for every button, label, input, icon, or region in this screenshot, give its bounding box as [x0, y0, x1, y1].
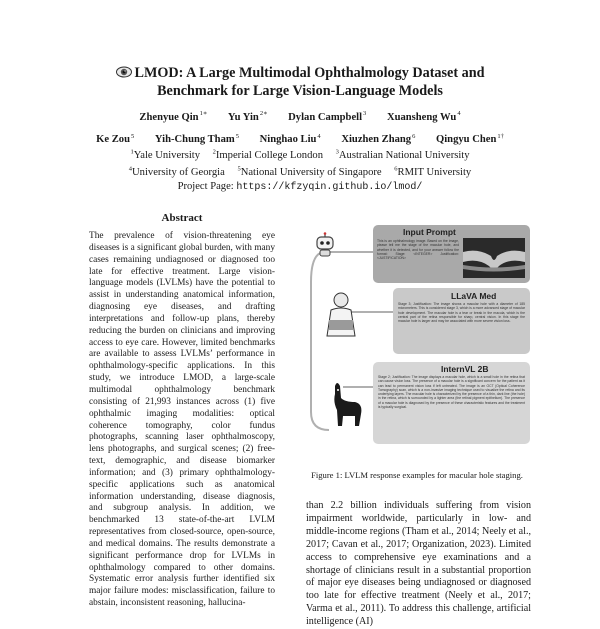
affiliation: $^3$Australian National University	[335, 148, 470, 161]
robot-avatar-icon	[313, 232, 337, 258]
affiliations	[0, 145, 600, 179]
title-line-1	[0, 64, 600, 82]
author: Xiuzhen Zhang$^6$	[341, 132, 416, 146]
internvl-panel	[373, 362, 530, 444]
affiliation: $^4$University of Georgia	[128, 165, 225, 178]
researcher-illustration	[319, 290, 363, 340]
input-prompt-title: Input Prompt	[403, 227, 456, 237]
title-line-1-text: LMOD: A Large Multimodal Ophthalmology Dataset and	[134, 65, 485, 81]
llava-med-panel	[393, 288, 530, 354]
author: Qingyu Chen$^{1\dagger}$	[436, 132, 504, 146]
affiliation: $^6$RMIT University	[394, 165, 472, 178]
project-page-line	[0, 181, 600, 193]
oct-scan-image	[463, 238, 525, 278]
author: Zhenyue Qin$^{1∗}$	[139, 110, 208, 123]
author: Yu Yin$^{2∗}$	[227, 110, 268, 123]
figure-1	[303, 222, 531, 452]
author: Xuansheng Wu$^4$	[386, 110, 461, 123]
input-prompt-panel	[373, 225, 530, 283]
author: Ke Zou$^5$	[96, 132, 135, 146]
internvl-text: Stage 2; Justification: The image displays a macular hole, which is a small hole in the retina that can cause vision loss. The presence of a macular hole is a significant concern for the patient as it can lead to permanent vision loss if left untreated. The image is an OCT (Optical Coherence Tomography) scan, which is a non-invasive imaging technique used to visualize the retina and its underlying layers. The macular hole is characterized by the presence of a thin, dark line (the hole) in the retina, which is surrounded by a lighter area (the retinal pigment epithelium). The presence of a macular hole is diagnosed by the presence of these characteristic features and the treatment is typically surgical.	[378, 375, 525, 410]
title-line-2: Benchmark for Large Vision-Language Models	[157, 83, 443, 99]
author: Dylan Campbell$^3$	[288, 110, 367, 123]
llama-mascot-illustration	[325, 380, 365, 428]
author: Ninghao Liu$^4$	[259, 132, 321, 146]
affiliation-row-2	[0, 162, 600, 179]
paper-title	[0, 64, 600, 100]
project-link[interactable]: https://kfzyqin.github.io/lmod/	[236, 182, 423, 193]
llava-med-text: Stage 3; Justification: The image shows a macular hole with a diameter of 185 micrometers. This is considered stage 3, which is a more advanced stage of macular hole development. The macular hole is a tear or break in the macula, which is the central part of the retina responsible for sharp, central vision. In this stage the macular hole is larger and may be associated with more severe vision loss.	[398, 302, 525, 324]
author-row-1	[0, 104, 600, 127]
affiliation-row-1	[0, 145, 600, 162]
affiliation: $^1$Yale University	[130, 148, 200, 161]
abstract-text: The prevalence of vision-threatening eye diseases is a significant global burden, with many cases remaining undiagnosed or diagnosed too late for effective treatment. Large vision-language models (LVLMs) have the potential to assist in understanding anatomical information, diagnosing eye diseases, and drafting interpretations and follow-up plans, thereby reducing the burden on clinicians and improving access to eye care. However, limited benchmarks are available to assess LVLMs’ performance in ophthalmology-specific applications. In this study, we introduce LMOD, a large-scale multimodal ophthalmology benchmark consisting of 21,993 instances across (1) five ophthalmic imaging modalities: optical coherence tomography, color fundus photographs, scanning laser ophthalmoscopy, lens photographs, and surgical scenes; (2) free-text, demographic, and disease biomarker information; and (3) primary ophthalmology-specific applications such as anatomical information understanding, disease diagnosis, and subgroup analysis. In addition, we benchmarked 13 state-of-the-art LVLM representatives from closed-source, open-source, and medical domains. The results demonstrate a significant performance drop for LVLMs in ophthalmology compared to other domains. Systematic error analysis further identified six major failure modes: misclassification, failure to abstain, inconsistent reasoning, hallucina-	[89, 231, 275, 609]
affiliation: $^2$Imperial College London	[212, 148, 323, 161]
introduction-text: than 2.2 billion individuals suffering from vision impairment worldwide, particularly in low- and middle-income regions (Tham et al., 2014; Neely et al., 2017; Cavan et al., 2017; Organization, 2023). Limited access to comprehensive eye examinations and a shortage of clinicians result in a substantial proportion of major eye diseases being undiagnosed or diagnosed too late for effective treatment (Neely et al., 2017; Varma et al., 2011). To address this challenge, artificial intelligence (AI)	[306, 500, 531, 628]
internvl-title: InternVL 2B	[441, 364, 489, 374]
author: Yih-Chung Tham$^5$	[154, 132, 239, 146]
eye-logo-icon	[116, 65, 132, 79]
author-list	[0, 104, 600, 149]
figure-caption: Figure 1: LVLM response examples for macular hole staging.	[311, 470, 523, 480]
input-prompt-text: This is an ophthalmology image. Based on the image, please tell me the stage of the macular hole, and whether it is detected, and for your answer follow the format: Stage: <INTEGER> Justification: <JUSTIFICATION>	[377, 239, 459, 261]
llava-med-title: LLaVA Med	[451, 291, 497, 301]
project-label: Project Page:	[177, 181, 237, 192]
affiliation: $^5$National University of Singapore	[237, 165, 382, 178]
abstract-heading: Abstract	[161, 212, 203, 224]
